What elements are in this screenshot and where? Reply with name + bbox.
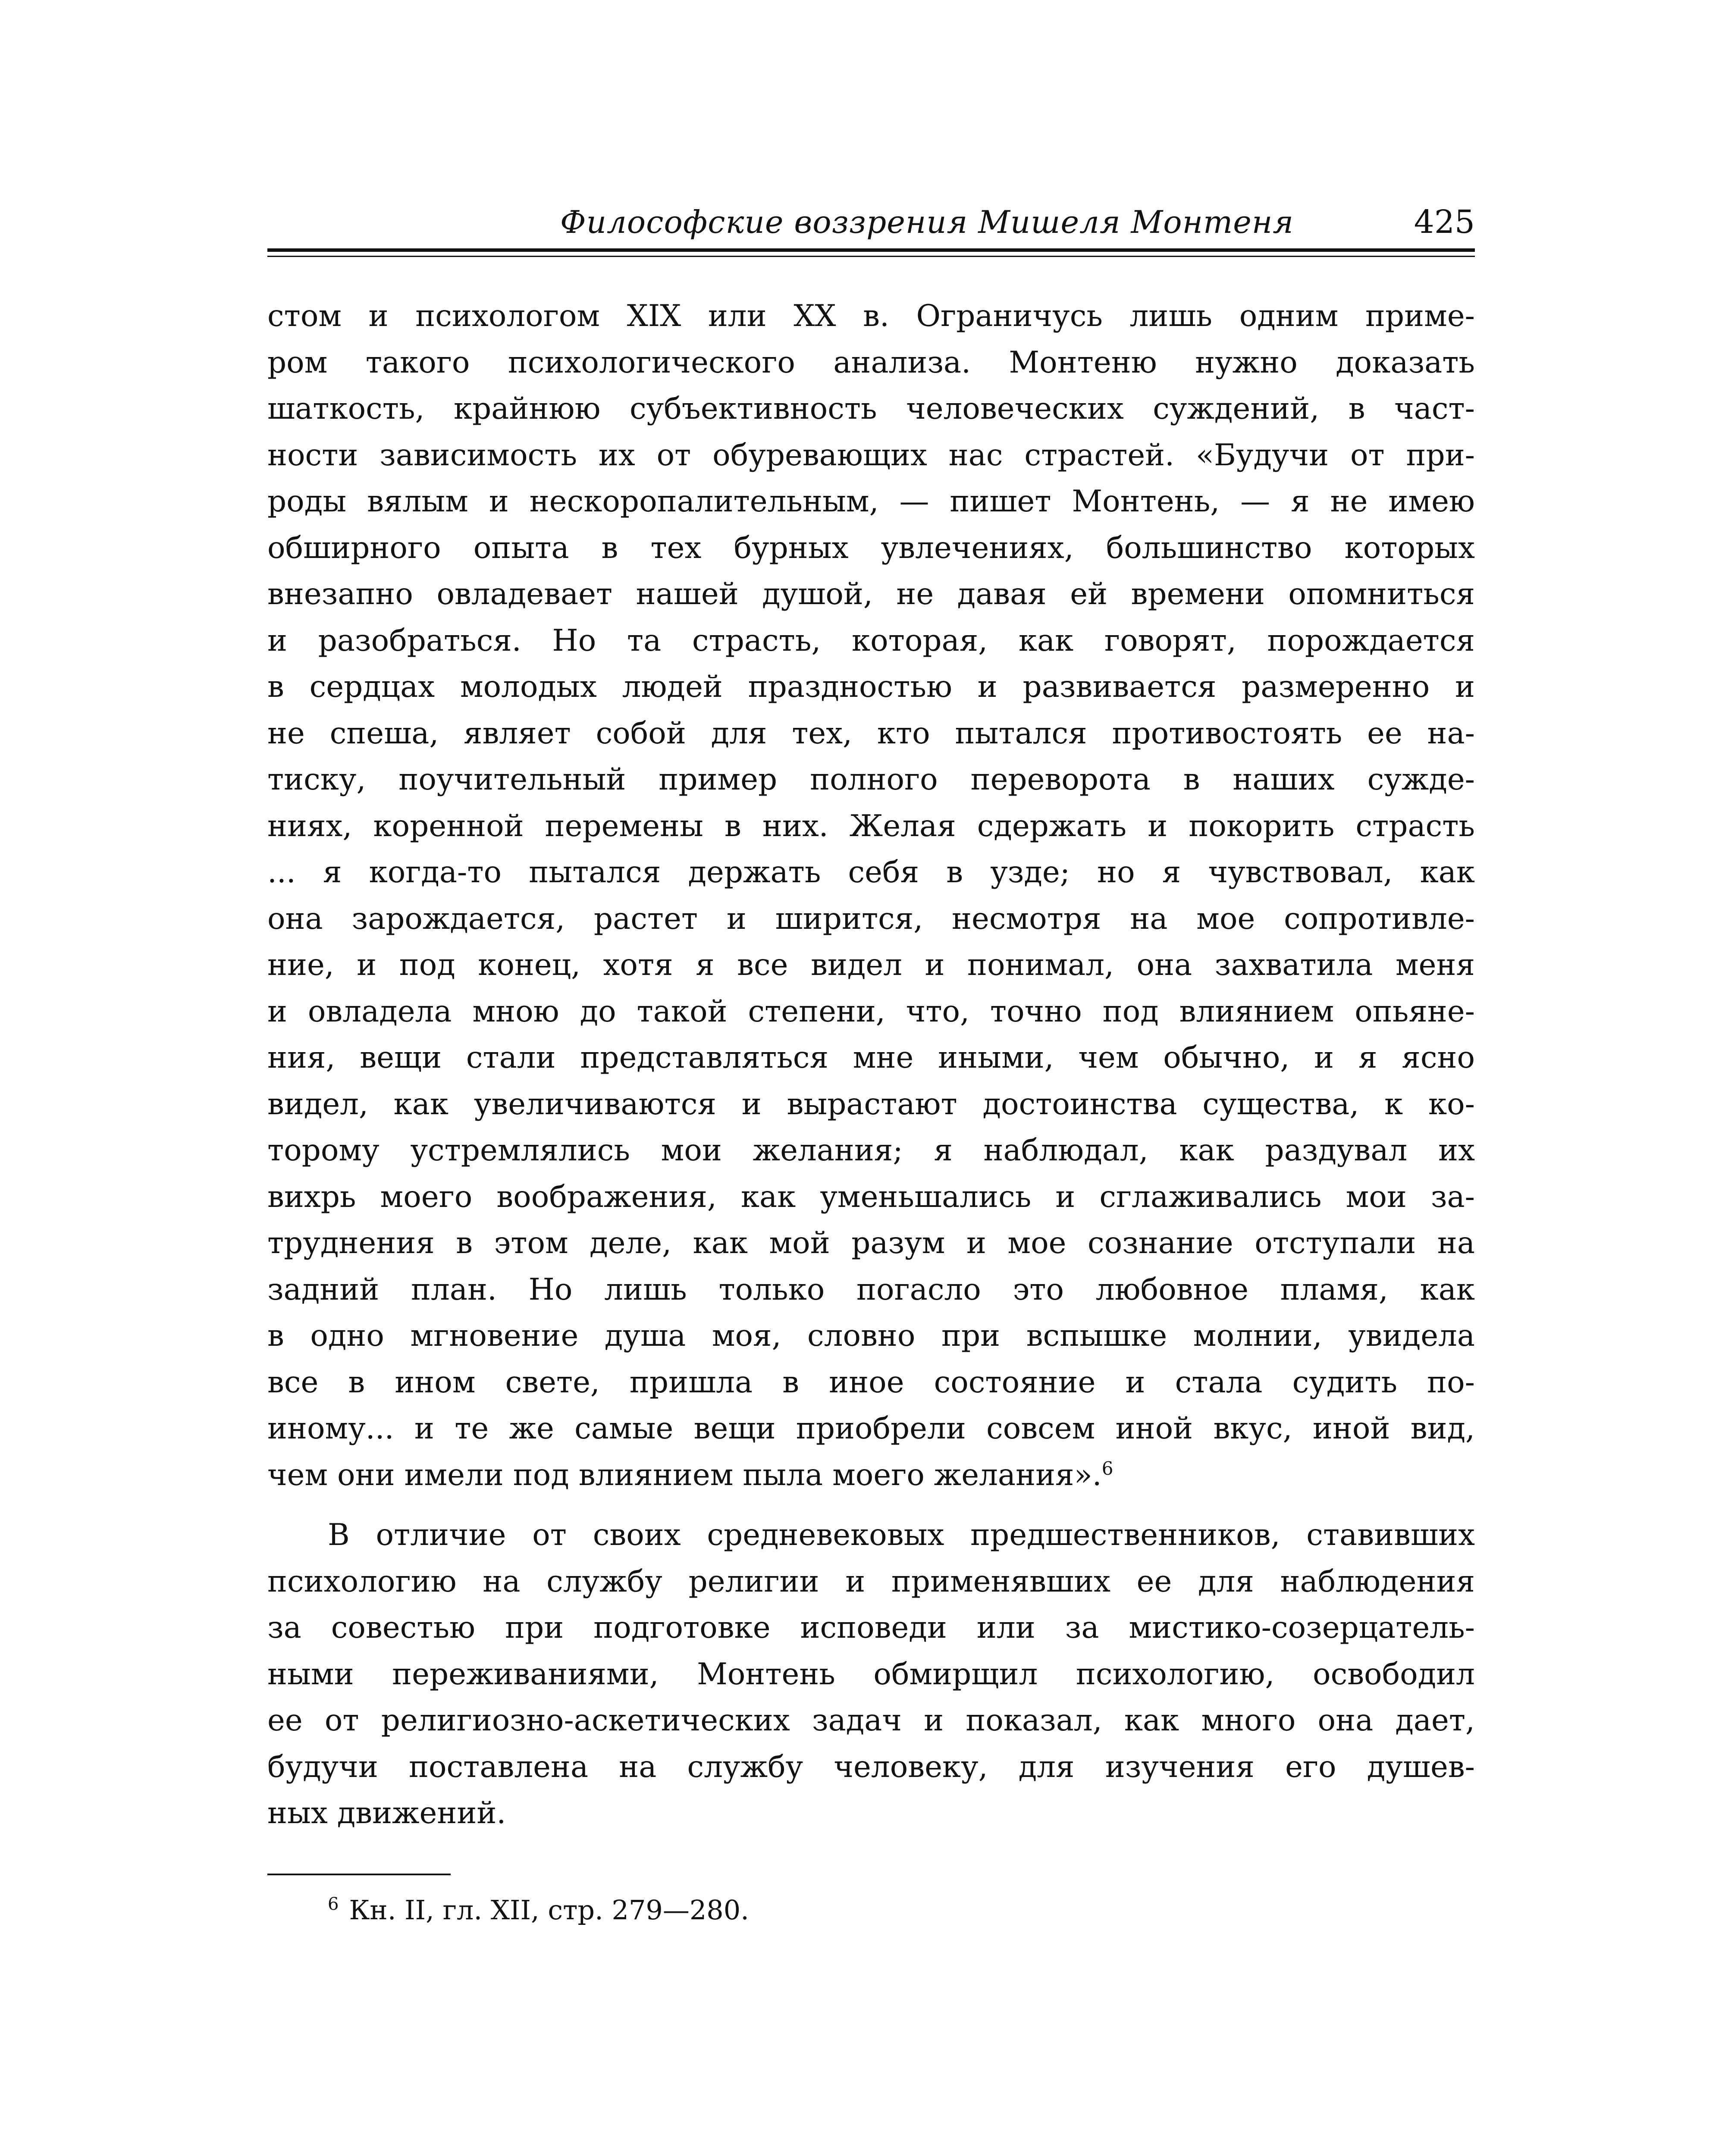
- quote-end-text: чем они имели под влиянием пыла моего желания».: [267, 1457, 1102, 1492]
- text-line: ... я когда-то пытался держать себя в узде; но я чувствовал, как: [267, 855, 1475, 890]
- text-line: ности зависимость их от обуревающих нас страстей. «Будучи от при-: [267, 438, 1475, 473]
- text-line: шаткость, крайнюю субъективность человеческих суждений, в част-: [267, 392, 1475, 426]
- text-line: ниях, коренной перемены в них. Желая сдержать и покорить страсть: [267, 808, 1475, 843]
- main-text: [267, 293, 1475, 1837]
- text-line-last: ных движений.: [267, 1796, 506, 1830]
- text-line: видел, как увеличиваются и вырастают достоинства существа, к ко-: [267, 1087, 1475, 1122]
- page-number: 425: [1414, 204, 1475, 241]
- text-line: иному... и те же самые вещи приобрели совсем иной вкус, иной вид,: [267, 1411, 1475, 1446]
- text-line: будучи поставлена на службу человеку, для изучения его душев-: [267, 1749, 1475, 1784]
- paragraph-1: [267, 293, 1475, 1498]
- text-line: ее от религиозно-аскетических задач и показал, как много она дает,: [267, 1703, 1475, 1738]
- page-header: [267, 194, 1475, 246]
- text-line: торому устремлялись мои желания; я наблюдал, как раздувал их: [267, 1133, 1475, 1168]
- text-line: В отличие от своих средневековых предшественников, ставивших: [328, 1518, 1475, 1552]
- text-line: психологию на службу религии и применявших ее для наблюдения: [267, 1564, 1475, 1599]
- paragraph-2: [267, 1512, 1475, 1837]
- text-line: не спеша, являет собой для тех, кто пытался противостоять ее на-: [267, 716, 1475, 751]
- paragraph-gap: [267, 1498, 1475, 1512]
- text-line: вихрь моего воображения, как уменьшались и сглаживались мои за-: [267, 1179, 1475, 1214]
- text-line: в сердцах молодых людей праздностью и развивается размеренно и: [267, 670, 1475, 704]
- footnote-reference[interactable]: 6: [1101, 1457, 1113, 1479]
- text-line: и овладела мною до такой степени, что, точно под влиянием опьяне-: [267, 994, 1475, 1029]
- running-title: Философские воззрения Мишеля Монтеня: [560, 204, 1294, 240]
- text-line: обширного опыта в тех бурных увлечениях, большинство которых: [267, 530, 1475, 565]
- footnote-separator: [267, 1874, 451, 1875]
- text-line: за совестью при подготовке исповеди или за мистико-созерцатель-: [267, 1611, 1475, 1645]
- text-line: ние, и под конец, хотя я все видел и понимал, она захватила меня: [267, 948, 1475, 982]
- text-line: задний план. Но лишь только погасло это любовное пламя, как: [267, 1272, 1475, 1307]
- header-rule-thin: [267, 256, 1475, 257]
- text-line-last: [267, 1452, 1475, 1499]
- footnote: [328, 1889, 749, 1932]
- text-line: она зарождается, растет и ширится, несмотря на мое сопротивле-: [267, 901, 1475, 936]
- text-line: тиску, поучительный пример полного переворота в наших сужде-: [267, 762, 1475, 797]
- text-line: ния, вещи стали представляться мне иными, чем обычно, и я ясно: [267, 1040, 1475, 1075]
- text-line: ными переживаниями, Монтень обмирщил психологию, освободил: [267, 1657, 1475, 1692]
- header-rule: [267, 248, 1475, 252]
- footnote-marker: 6: [328, 1894, 339, 1915]
- footnote-text: Кн. II, гл. XII, стр. 279—280.: [349, 1894, 749, 1926]
- text-line: ром такого психологического анализа. Монтеню нужно доказать: [267, 345, 1475, 380]
- text-line: в одно мгновение душа моя, словно при вспышке молнии, увидела: [267, 1319, 1475, 1353]
- text-line: внезапно овладевает нашей душой, не давая ей времени опомниться: [267, 577, 1475, 611]
- text-line: все в ином свете, пришла в иное состояние и стала судить по-: [267, 1365, 1475, 1400]
- text-line: стом и психологом XIX или XX в. Ограничусь лишь одним приме-: [267, 299, 1475, 333]
- text-line: и разобраться. Но та страсть, которая, как говорят, порождается: [267, 623, 1475, 658]
- text-line: роды вялым и нескоропалительным, — пишет Монтень, — я не имею: [267, 484, 1475, 519]
- text-line: труднения в этом деле, как мой разум и мое сознание отступали на: [267, 1226, 1475, 1260]
